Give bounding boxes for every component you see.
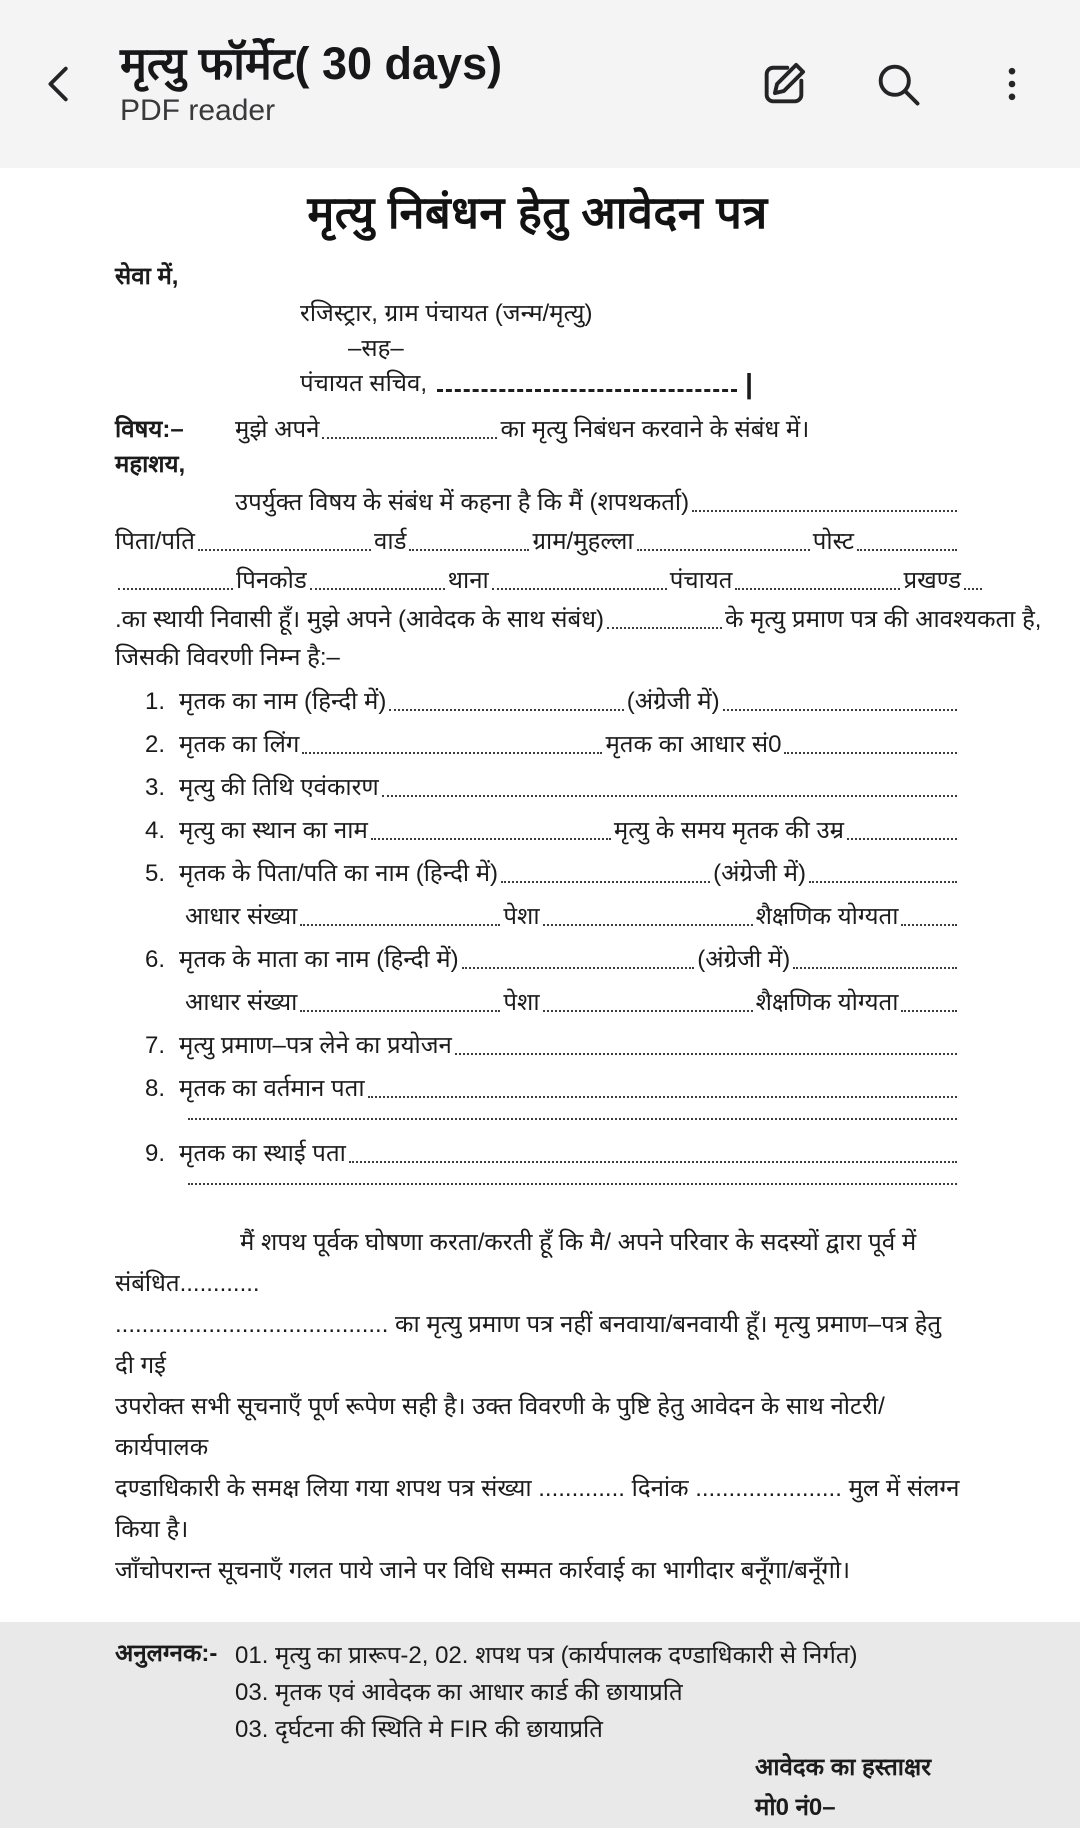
sub-label-aadhaar: आधार संख्या [185,989,298,1016]
item-label-age: मृत्यु के समय मृतक की उम्र [613,817,844,844]
signature-block [755,1748,960,1828]
dotted-field [692,510,957,512]
form-item-5-sub [185,900,960,934]
subject-label: विषय:– [115,416,184,443]
sub-label-education: शैक्षणिक योग्यता [755,903,899,930]
search-icon [872,58,924,110]
item-number: 7. [145,1032,166,1059]
mahashay: महाशय, [115,451,186,478]
item-label-en: (अंग्रेजी में) [697,946,791,973]
overflow-menu-button[interactable] [984,56,1040,112]
resident-text-post: के मृत्यु प्रमाण पत्र की आवश्यकता है, [724,606,1042,633]
applicant-signature-label: आवेदक का हस्ताक्षर [755,1754,932,1781]
app-bar-titles [92,37,756,129]
dotted-field [389,709,623,711]
attachments-label: अनुलग्नक:- [115,1640,218,1667]
dashed-field [437,389,737,392]
field-father-husband: पिता/पति [115,528,195,555]
edit-icon [758,58,810,110]
dotted-field [543,1010,753,1012]
app-name: PDF reader [120,94,276,127]
form-item-2 [145,728,960,762]
dotted-field [188,1118,957,1120]
dotted-field [368,1096,957,1098]
form-item-4 [145,814,960,848]
dotted-field [382,795,957,797]
sub-label-occupation: पेशा [503,989,540,1016]
form-item-3 [145,771,960,805]
dotted-field [793,967,957,969]
item-label: मृतक का वर्तमान पता [179,1075,365,1102]
item-label-en: (अंग्रेजी में) [626,688,720,715]
edit-button[interactable] [756,56,812,112]
item-number: 1. [145,688,166,715]
dotted-field [637,549,810,551]
attachment-line-2: 03. मृतक एवं आवेदक का आधार कार्ड की छायाप्रति [235,1679,683,1706]
resident-text-pre: .का स्थायी निवासी हूँ। मुझे अपने (आवेदक के साथ संबंध) [115,606,604,633]
dotted-field [300,1010,500,1012]
item-number: 8. [145,1075,166,1102]
item-number: 9. [145,1140,166,1167]
item-label: मृतक का नाम (हिन्दी में) [179,688,387,715]
dotted-field [735,588,900,590]
declaration-line: दण्डाधिकारी के समक्ष लिया गया शपथ पत्र संख्या ............. दिनांक ...................... मुल में संलग्न किया है। [115,1475,960,1543]
back-chevron-icon [37,61,83,107]
dotted-field [784,752,957,754]
form-item-8-continuation [185,1118,960,1128]
attachment-line-1: 01. मृत्यु का प्रारूप-2, 02. शपथ पत्र (कार्यपालक दण्डाधिकारी से निर्गत) [235,1642,858,1669]
dotted-field [188,1183,957,1185]
attachment-line-3: 03. दृर्घटना की स्थिति मे FIR की छायाप्रति [235,1716,603,1743]
item-label: मृत्यु प्रमाण–पत्र लेने का प्रयोजन [179,1032,452,1059]
address-fields-line-1 [115,525,960,559]
subject-text-post: का मृत्यु निबंधन करवाने के संबंध में। [500,416,810,443]
dotted-field [310,588,445,590]
intro-text: उपर्युक्त विषय के संबंध में कहना है कि मैं (शपथकर्ता) [235,489,690,516]
declaration-line: ......................................... का मृत्यु प्रमाण पत्र नहीं बनवाया/बनवायी हूँ। मृत्यु प्रमाण–पत्र हेतु दी गई [115,1311,942,1379]
form-item-6 [145,943,960,977]
app-bar-actions [756,56,1040,112]
form-item-9 [145,1137,960,1171]
app-bar [0,0,1080,168]
field-thana: थाना [447,567,489,594]
item-label-en: (अंग्रेजी में) [713,860,806,887]
item-label: मृतक का स्थाई पता [179,1140,346,1167]
field-ward: वार्ड [374,528,407,555]
attachments-lines [235,1637,858,1748]
dotted-field [302,752,602,754]
item-number: 4. [145,817,166,844]
addressee-line-secretary [300,366,960,401]
addressee-block [300,296,960,401]
field-post: पोस्ट [812,528,855,555]
field-pincode: पिनकोड [236,567,307,594]
field-village: ग्राम/मुहल्ला [532,528,634,555]
form-item-7 [145,1029,960,1063]
dotted-field [857,549,957,551]
form-title: मृत्यु निबंधन हेतु आवेदन पत्र [307,187,768,238]
details-list [115,685,960,1202]
attachments-block [115,1637,960,1748]
declaration-line: मैं शपथ पूर्वक घोषणा करता/करती हूँ कि मै/ अपने परिवार के सदस्यों द्वारा पूर्व में संबंधित............ [115,1229,917,1297]
addressee-line-saha: –सह– [348,335,404,362]
form-item-1 [145,685,960,719]
dotted-field [607,627,722,629]
sub-label-education: शैक्षणिक योग्यता [755,989,899,1016]
resident-line [115,603,1042,637]
subject-text-pre: मुझे अपने [235,416,320,443]
end-bar: | [745,368,753,399]
sub-label-occupation: पेशा [503,903,540,930]
dotted-field [322,437,497,439]
mobile-number-label: मो0 नं0– [755,1794,836,1821]
dotted-field [409,549,529,551]
declaration-line: जाँचोपरान्त सूचनाएँ गलत पाये जाने पर विधि सम्मत कार्रवाई का भागीदार बनूँगा/बनूँगो। [115,1557,851,1584]
dotted-field [455,1053,957,1055]
item-label: मृतक का लिंग [179,731,300,758]
dotted-field [847,838,957,840]
dotted-field [964,588,982,590]
dotted-field [492,588,667,590]
form-item-6-sub [185,986,960,1020]
form-item-8 [145,1072,960,1106]
sub-label-aadhaar: आधार संख्या [185,903,298,930]
item-label: मृत्यु का स्थान का नाम [179,817,368,844]
item-number: 2. [145,731,166,758]
secretary-label: पंचायत सचिव, [300,370,428,397]
item-number: 6. [145,946,166,973]
form-item-5 [145,857,960,891]
back-button[interactable] [28,52,92,116]
dotted-field [543,924,753,926]
more-vertical-icon [990,62,1034,106]
address-fields-line-2 [115,564,960,598]
dotted-field [300,924,500,926]
dotted-field [462,967,695,969]
field-panchayat: पंचायत [669,567,733,594]
declaration-paragraph [115,1222,960,1591]
dotted-field [349,1161,957,1163]
pdf-page[interactable] [0,168,1080,1821]
list-intro: जिसकी विवरणी निम्न है:– [115,644,340,671]
dotted-field [501,881,710,883]
dotted-field [901,1010,957,1012]
intro-line [235,486,960,520]
item-number: 3. [145,774,166,801]
dotted-field [118,588,233,590]
salutation: सेवा में, [115,263,179,290]
declaration-line: उपरोक्त सभी सूचनाएँ पूर्ण रूपेण सही है। उक्त विवरणी के पुष्टि हेतु आवेदन के साथ नोटरी/कार्यपालक [115,1393,885,1461]
item-label-aadhaar: मृतक का आधार सं0 [605,731,782,758]
dotted-field [198,549,371,551]
search-button[interactable] [870,56,926,112]
file-title: मृत्यु फॉर्मेट( 30 days) [120,38,503,89]
dotted-field [809,881,957,883]
field-prakhand: प्रखण्ड [903,567,961,594]
dotted-field [723,709,957,711]
item-label: मृतक के माता का नाम (हिन्दी में) [179,946,459,973]
item-label: मृत्यु की तिथि एवंकारण [179,774,379,801]
addressee-line-registrar: रजिस्ट्रार, ग्राम पंचायत (जन्म/मृत्यु) [300,300,593,327]
item-label: मृतक के पिता/पति का नाम (हिन्दी में) [179,860,499,887]
dotted-field [901,924,957,926]
dotted-field [371,838,611,840]
subject-line [115,413,960,447]
item-number: 5. [145,860,166,887]
form-item-9-continuation [185,1183,960,1193]
